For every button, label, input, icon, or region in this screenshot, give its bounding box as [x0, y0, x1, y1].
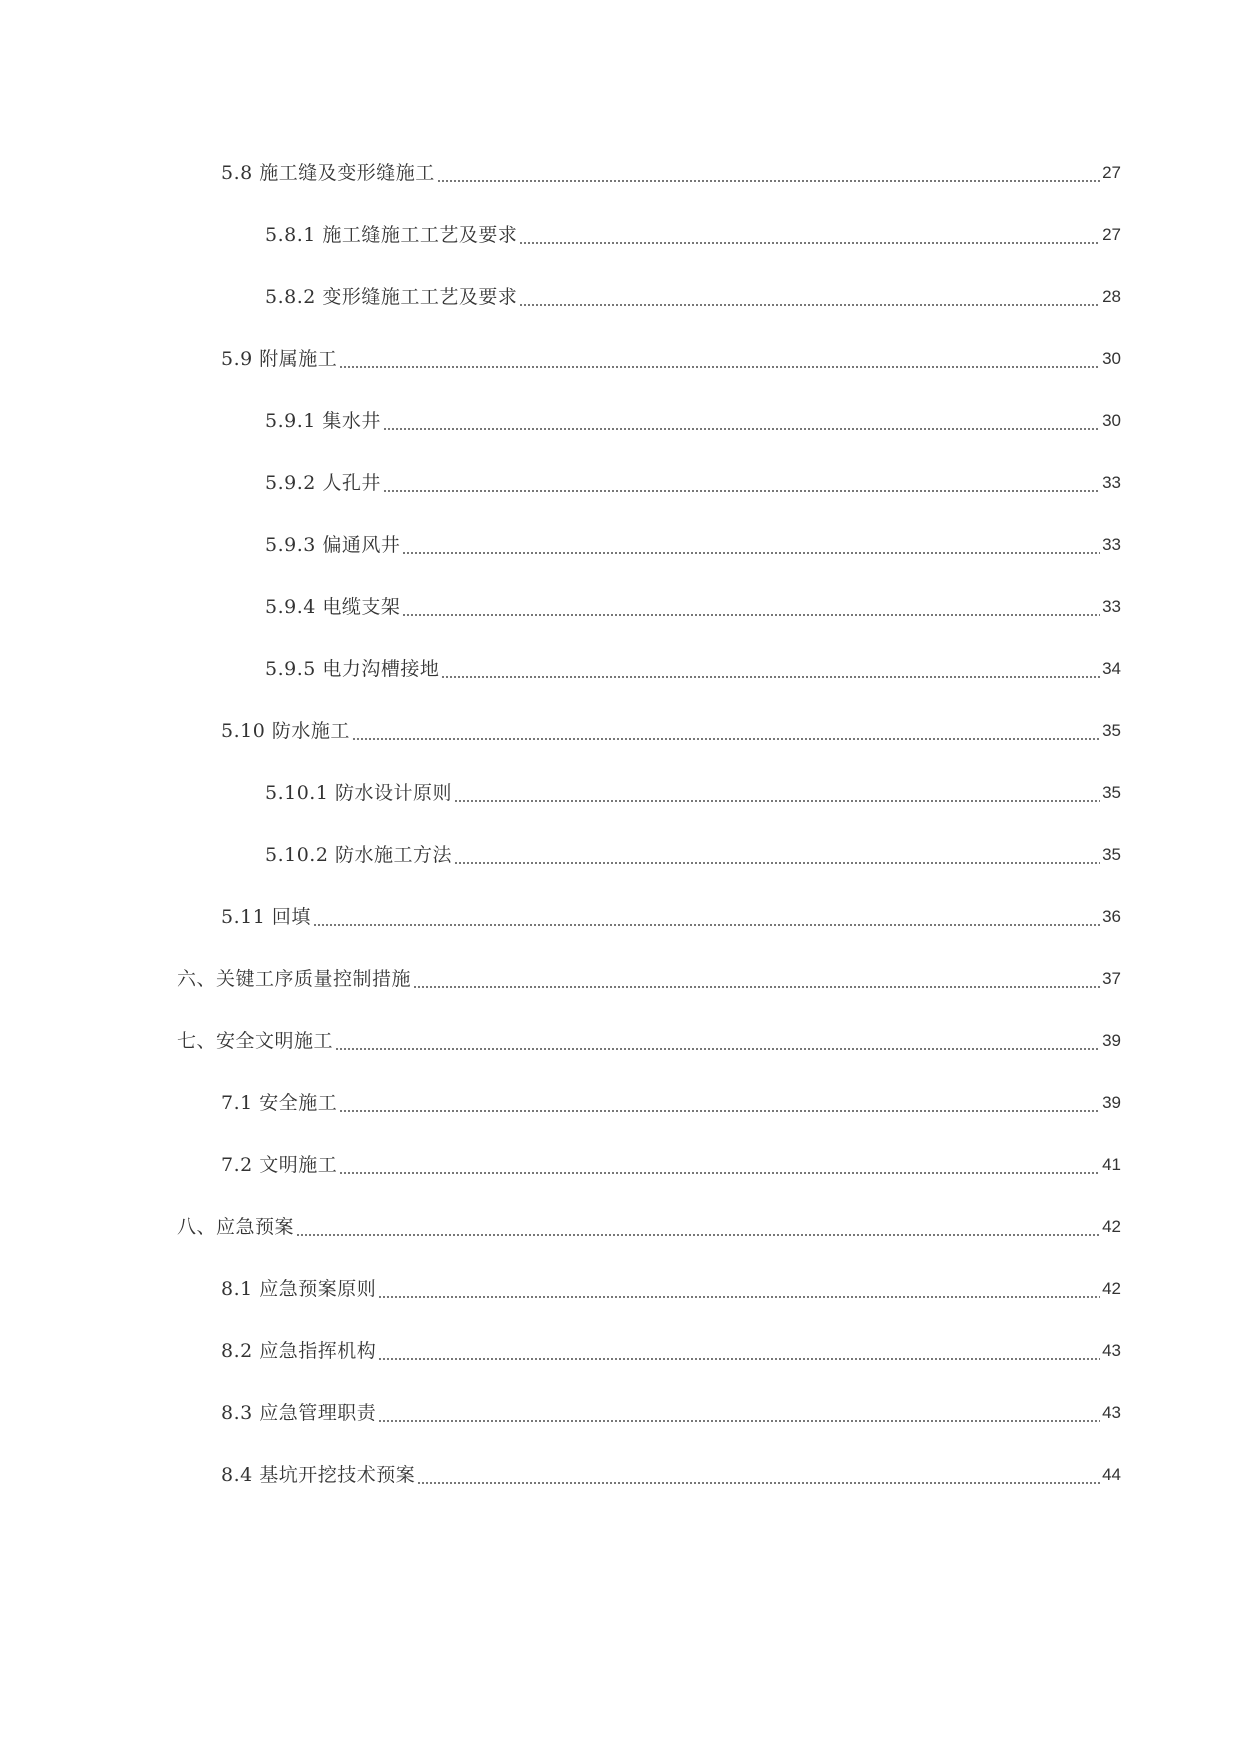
toc-dot-leader: [417, 1460, 1100, 1490]
toc-dot-leader: [378, 1274, 1100, 1304]
toc-entry-chapter-8[interactable]: [177, 1212, 1121, 1242]
toc-entry-title: 8.1 应急预案原则: [221, 1278, 377, 1300]
toc-entry-5-9[interactable]: [221, 344, 1121, 374]
toc-dot-leader: [335, 1026, 1100, 1056]
toc-entry-title: 5.9 附属施工: [221, 348, 338, 370]
toc-dot-leader: [339, 1150, 1100, 1180]
toc-page-number: 41: [1102, 1155, 1121, 1174]
toc-entry-8-2[interactable]: [221, 1336, 1121, 1366]
toc-entry-7-1[interactable]: [221, 1088, 1121, 1118]
toc-page-number: 28: [1102, 287, 1121, 306]
toc-page-number: 44: [1102, 1465, 1121, 1484]
toc-page-number: 30: [1102, 411, 1121, 430]
toc-page-number: 42: [1102, 1279, 1121, 1298]
toc-entry-title: 5.9.1 集水井: [265, 410, 381, 432]
toc-dot-leader: [378, 1336, 1100, 1366]
toc-entry-8-1[interactable]: [221, 1274, 1121, 1304]
toc-entry-5-10[interactable]: [221, 716, 1121, 746]
toc-page-number: 35: [1102, 721, 1121, 740]
toc-entry-chapter-7[interactable]: [177, 1026, 1121, 1056]
toc-entry-title: 8.2 应急指挥机构: [221, 1340, 377, 1362]
toc-entry-chapter-6[interactable]: [177, 964, 1121, 994]
toc-page-number: 37: [1102, 969, 1121, 988]
toc-entry-5-9-2[interactable]: [265, 468, 1121, 498]
toc-dot-leader: [454, 778, 1100, 808]
toc-entry-title: 7.2 文明施工: [221, 1154, 338, 1176]
toc-entry-title: 7.1 安全施工: [221, 1092, 338, 1114]
toc-dot-leader: [437, 158, 1100, 188]
toc-entry-5-9-5[interactable]: [265, 654, 1121, 684]
toc-entry-title: 8.4 基坑开挖技术预案: [221, 1464, 416, 1486]
toc-page-number: 43: [1102, 1403, 1121, 1422]
toc-entry-5-8[interactable]: [221, 158, 1121, 188]
toc-entry-title: 5.9.2 人孔井: [265, 472, 381, 494]
toc-dot-leader: [383, 406, 1100, 436]
toc-page-number: 33: [1102, 597, 1121, 616]
toc-entry-7-2[interactable]: [221, 1150, 1121, 1180]
toc-page-number: 27: [1102, 225, 1121, 244]
toc-entry-title: 5.8.2 变形缝施工工艺及要求: [265, 286, 518, 308]
toc-dot-leader: [339, 1088, 1100, 1118]
toc-entry-5-9-3[interactable]: [265, 530, 1121, 560]
toc-page-number: 39: [1102, 1093, 1121, 1112]
toc-entry-5-10-2[interactable]: [265, 840, 1121, 870]
toc-page-number: 35: [1102, 783, 1121, 802]
toc-dot-leader: [402, 530, 1100, 560]
toc-entry-8-4[interactable]: [221, 1460, 1121, 1490]
toc-dot-leader: [339, 344, 1100, 374]
toc-entry-title: 5.11 回填: [221, 906, 311, 928]
toc-entry-5-11[interactable]: [221, 902, 1121, 932]
toc-entry-5-8-1[interactable]: [265, 220, 1121, 250]
toc-entry-5-9-4[interactable]: [265, 592, 1121, 622]
toc-dot-leader: [441, 654, 1100, 684]
toc-entry-title: 5.8.1 施工缝施工工艺及要求: [265, 224, 518, 246]
toc-dot-leader: [296, 1212, 1100, 1242]
toc-dot-leader: [313, 902, 1100, 932]
toc-dot-leader: [454, 840, 1100, 870]
toc-page-number: 36: [1102, 907, 1121, 926]
toc-entry-title: 六、关键工序质量控制措施: [177, 968, 412, 990]
toc-dot-leader: [519, 220, 1100, 250]
toc-entry-title: 5.9.3 偏通风井: [265, 534, 401, 556]
toc-dot-leader: [402, 592, 1100, 622]
toc-page-number: 42: [1102, 1217, 1121, 1236]
toc-entry-title: 8.3 应急管理职责: [221, 1402, 377, 1424]
toc-entry-title: 5.10.2 防水施工方法: [265, 844, 452, 866]
toc-page-number: 39: [1102, 1031, 1121, 1050]
toc-dot-leader: [519, 282, 1100, 312]
toc-page-number: 34: [1102, 659, 1121, 678]
toc-page-number: 33: [1102, 535, 1121, 554]
toc-entry-5-8-2[interactable]: [265, 282, 1121, 312]
toc-dot-leader: [378, 1398, 1100, 1428]
toc-entry-5-10-1[interactable]: [265, 778, 1121, 808]
toc-page-number: 43: [1102, 1341, 1121, 1360]
toc-dot-leader: [413, 964, 1100, 994]
toc-entry-title: 5.9.4 电缆支架: [265, 596, 401, 618]
toc-entry-title: 5.9.5 电力沟槽接地: [265, 658, 440, 680]
toc-entry-title: 八、应急预案: [177, 1216, 295, 1238]
toc-entry-title: 5.10 防水施工: [221, 720, 350, 742]
toc-page-number: 27: [1102, 163, 1121, 182]
toc-page-number: 30: [1102, 349, 1121, 368]
toc-page-number: 33: [1102, 473, 1121, 492]
toc-entry-title: 5.8 施工缝及变形缝施工: [221, 162, 435, 184]
toc-dot-leader: [383, 468, 1100, 498]
toc-page-number: 35: [1102, 845, 1121, 864]
toc-entry-8-3[interactable]: [221, 1398, 1121, 1428]
toc-entry-5-9-1[interactable]: [265, 406, 1121, 436]
toc-entry-title: 七、安全文明施工: [177, 1030, 334, 1052]
toc-entry-title: 5.10.1 防水设计原则: [265, 782, 452, 804]
toc-dot-leader: [352, 716, 1100, 746]
